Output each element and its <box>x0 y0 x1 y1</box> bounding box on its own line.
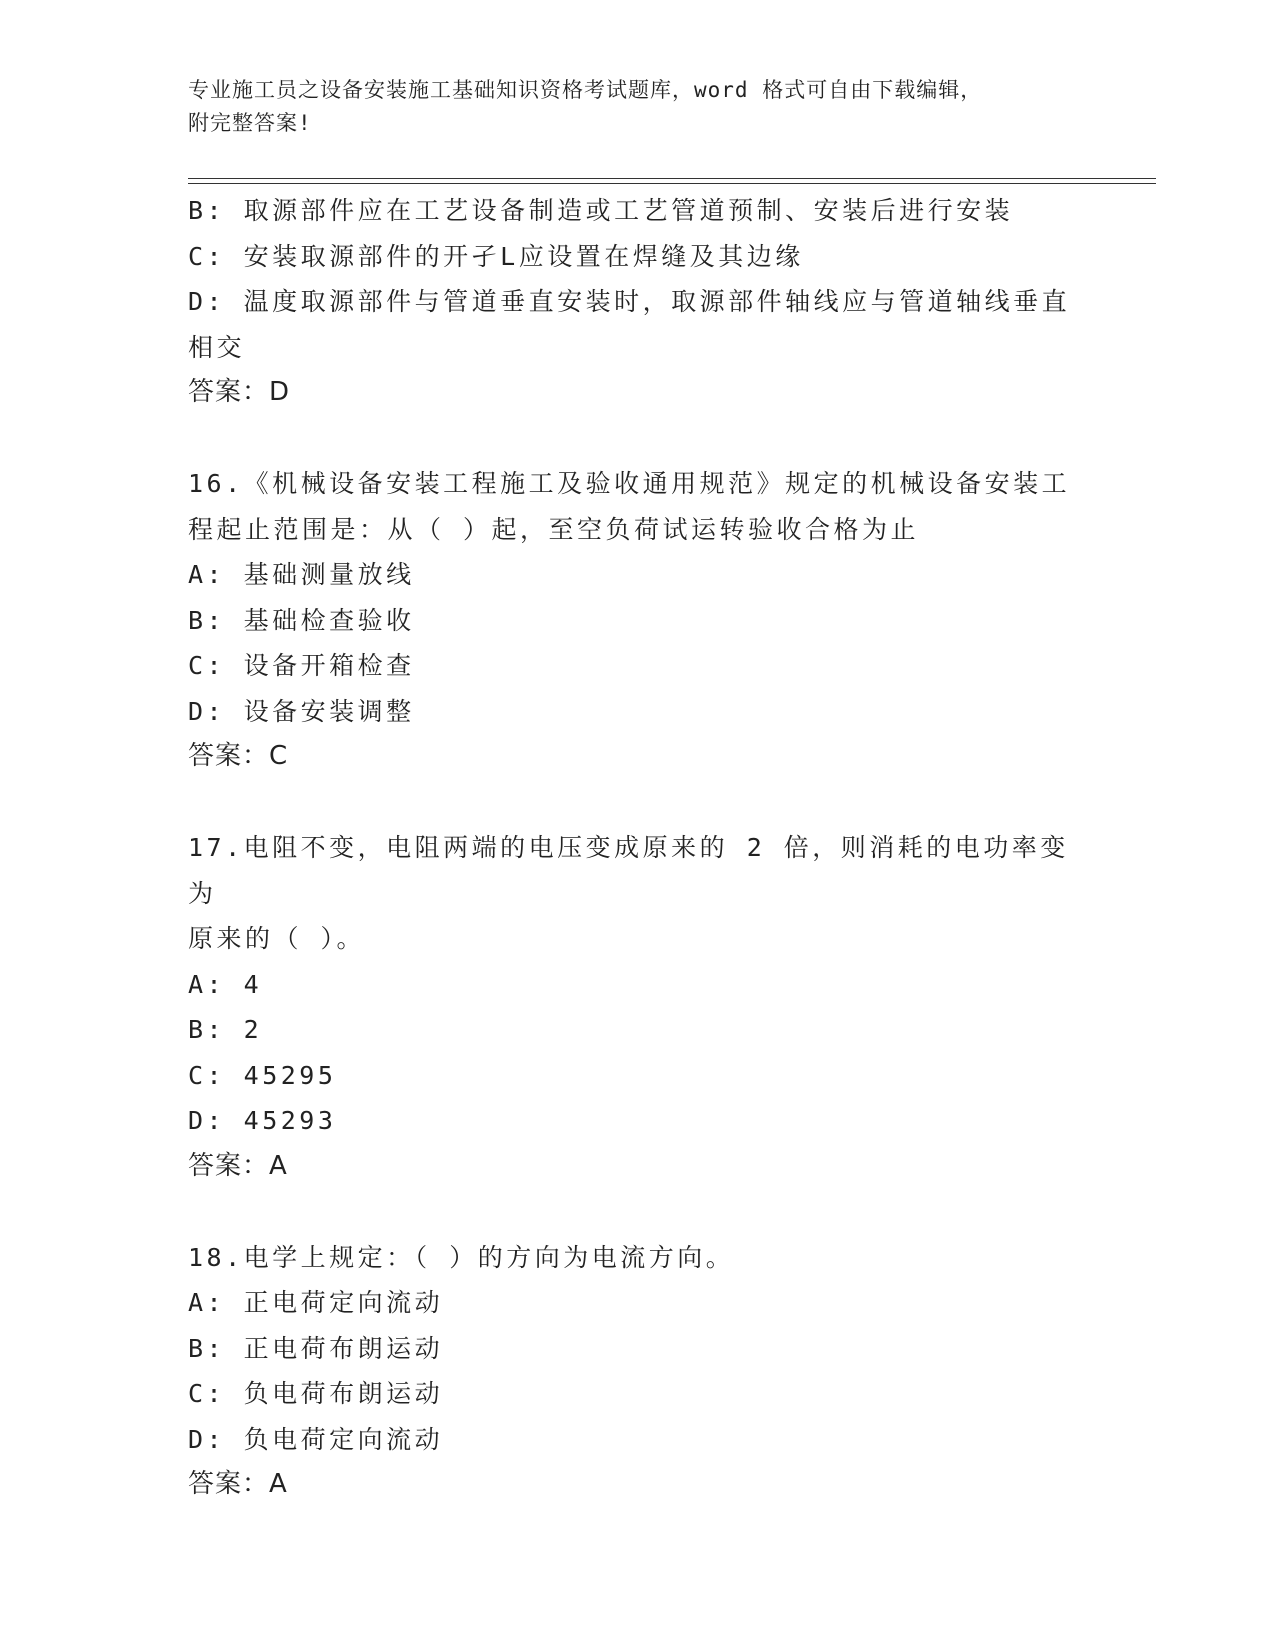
question-15-continued <box>188 188 1088 416</box>
option-d: D: 温度取源部件与管道垂直安装时，取源部件轴线应与管道轴线垂直 <box>188 287 1071 316</box>
option-a: A: 基础测量放线 <box>188 560 415 589</box>
question-18 <box>188 1235 1088 1508</box>
option-b: B: 2 <box>188 1015 263 1044</box>
option-b: B: 取源部件应在工艺设备制造或工艺管道预制、安装后进行安装 <box>188 196 1014 225</box>
option-b: B: 基础检查验收 <box>188 605 415 635</box>
page-header <box>188 74 1088 140</box>
answer: 答案：C <box>188 741 289 771</box>
question-16 <box>188 461 1088 780</box>
question-stem: 17.电阻不变，电阻两端的电压变成原来的 2 倍，则消耗的电功率变为 <box>188 833 1069 908</box>
question-stem: 16.《机械设备安装工程施工及验收通用规范》规定的机械设备安装工 <box>188 469 1071 498</box>
question-content <box>188 188 1088 1508</box>
option-d: D: 设备安装调整 <box>188 696 415 726</box>
spacer <box>188 416 1088 462</box>
option-d-continuation: 相交 <box>188 332 246 362</box>
answer: 答案：A <box>188 1150 288 1181</box>
option-c: C: 45295 <box>188 1060 337 1090</box>
answer: 答案：A <box>188 1469 288 1499</box>
question-17 <box>188 825 1088 1189</box>
question-stem-continuation: 原来的（ ）。 <box>188 924 366 953</box>
question-stem: 18.电学上规定：（ ）的方向为电流方向。 <box>188 1242 735 1272</box>
option-c: C: 负电荷布朗运动 <box>188 1379 444 1408</box>
option-c: C: 安装取源部件的开孑L应设置在焊缝及其边缘 <box>188 241 804 271</box>
option-d: D: 负电荷定向流动 <box>188 1424 444 1454</box>
option-a: A: 正电荷定向流动 <box>188 1288 444 1317</box>
header-line-2: 附完整答案! <box>188 111 312 135</box>
option-c: C: 设备开箱检查 <box>188 651 415 680</box>
spacer <box>188 780 1088 826</box>
header-divider <box>188 178 1156 184</box>
option-a: A: 4 <box>188 969 263 999</box>
question-stem-continuation: 程起止范围是：从（ ）起，至空负荷试运转验收合格为止 <box>188 514 920 544</box>
option-d: D: 45293 <box>188 1106 337 1135</box>
option-b: B: 正电荷布朗运动 <box>188 1333 444 1363</box>
answer: 答案：D <box>188 377 291 407</box>
header-line-1: 专业施工员之设备安装施工基础知识资格考试题库，word 格式可自由下载编辑， <box>188 78 983 102</box>
spacer <box>188 1189 1088 1235</box>
